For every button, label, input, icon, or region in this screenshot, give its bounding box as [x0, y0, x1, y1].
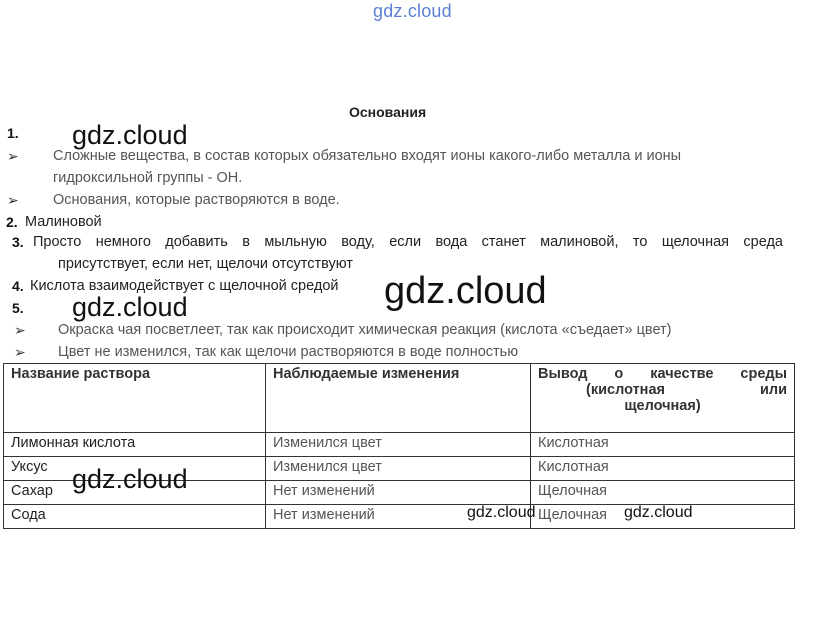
item-1-bullet-1-line-1: Сложные вещества, в состав которых обязательно входят ионы какого-либо металла и ионы — [53, 148, 682, 164]
row-solution-name: Сода — [4, 505, 266, 529]
item-1-bullet-1-line-2: гидроксильной группы - OH. — [53, 170, 243, 186]
bullet-arrow-icon: ➢ — [14, 344, 26, 360]
item-5-number: 5. — [12, 300, 24, 316]
watermark: gdz.cloud — [72, 120, 188, 150]
item-1-number: 1. — [7, 125, 19, 141]
item-3-line-2: присутствует, если нет, щелочи отсутствуют — [58, 256, 353, 272]
item-3-line-1: Просто немного добавить в мыльную воду, если вода станет малиновой, то щелочная среда — [33, 234, 783, 250]
row-conclusion: Щелочная — [531, 505, 795, 529]
header-conclusion — [531, 364, 795, 433]
table-row — [4, 433, 795, 457]
row-observed-change: Изменился цвет — [266, 433, 531, 457]
item-2-text: Малиновой — [25, 214, 102, 230]
bullet-arrow-icon: ➢ — [7, 148, 19, 164]
row-observed-change: Изменился цвет — [266, 457, 531, 481]
row-conclusion: Кислотная — [531, 433, 795, 457]
row-observed-change: Нет изменений — [266, 505, 531, 529]
row-solution-name: Лимонная кислота — [4, 433, 266, 457]
item-1-bullet-2: Основания, которые растворяются в воде. — [53, 192, 340, 208]
item-4-number: 4. — [12, 278, 24, 294]
document-title: Основания — [349, 104, 427, 120]
item-5-bullet-2: Цвет не изменился, так как щелочи растворяются в воде полностью — [58, 344, 519, 360]
header-conclusion-line-1: Вывод о качестве среды — [538, 366, 787, 382]
watermark: gdz.cloud — [467, 504, 536, 521]
watermark: gdz.cloud — [384, 270, 547, 312]
item-4-text: Кислота взаимодействует с щелочной средой — [30, 278, 339, 294]
row-solution-name: Уксус — [4, 457, 266, 481]
watermark: gdz.cloud — [72, 464, 188, 494]
row-conclusion: Кислотная — [531, 457, 795, 481]
watermark: gdz.cloud — [624, 504, 693, 521]
header-conclusion-line-2: (кислотная или — [586, 382, 787, 398]
row-conclusion: Щелочная — [531, 481, 795, 505]
item-3-number: 3. — [12, 234, 24, 250]
header-observed-changes: Наблюдаемые изменения — [266, 364, 531, 433]
row-observed-change: Нет изменений — [266, 481, 531, 505]
header-solution-name: Название раствора — [4, 364, 266, 433]
site-watermark-top: gdz.cloud — [373, 1, 452, 21]
item-5-bullet-1: Окраска чая посветлеет, так как происходит химическая реакция (кислота «съедает» цвет) — [58, 322, 672, 338]
item-2-number: 2. — [6, 214, 18, 230]
bullet-arrow-icon: ➢ — [7, 192, 19, 208]
watermark: gdz.cloud — [72, 292, 188, 322]
row-solution-name: Сахар — [4, 481, 266, 505]
header-conclusion-line-3: щелочная) — [624, 398, 701, 414]
bullet-arrow-icon: ➢ — [14, 322, 26, 338]
table-header-row — [4, 364, 795, 433]
